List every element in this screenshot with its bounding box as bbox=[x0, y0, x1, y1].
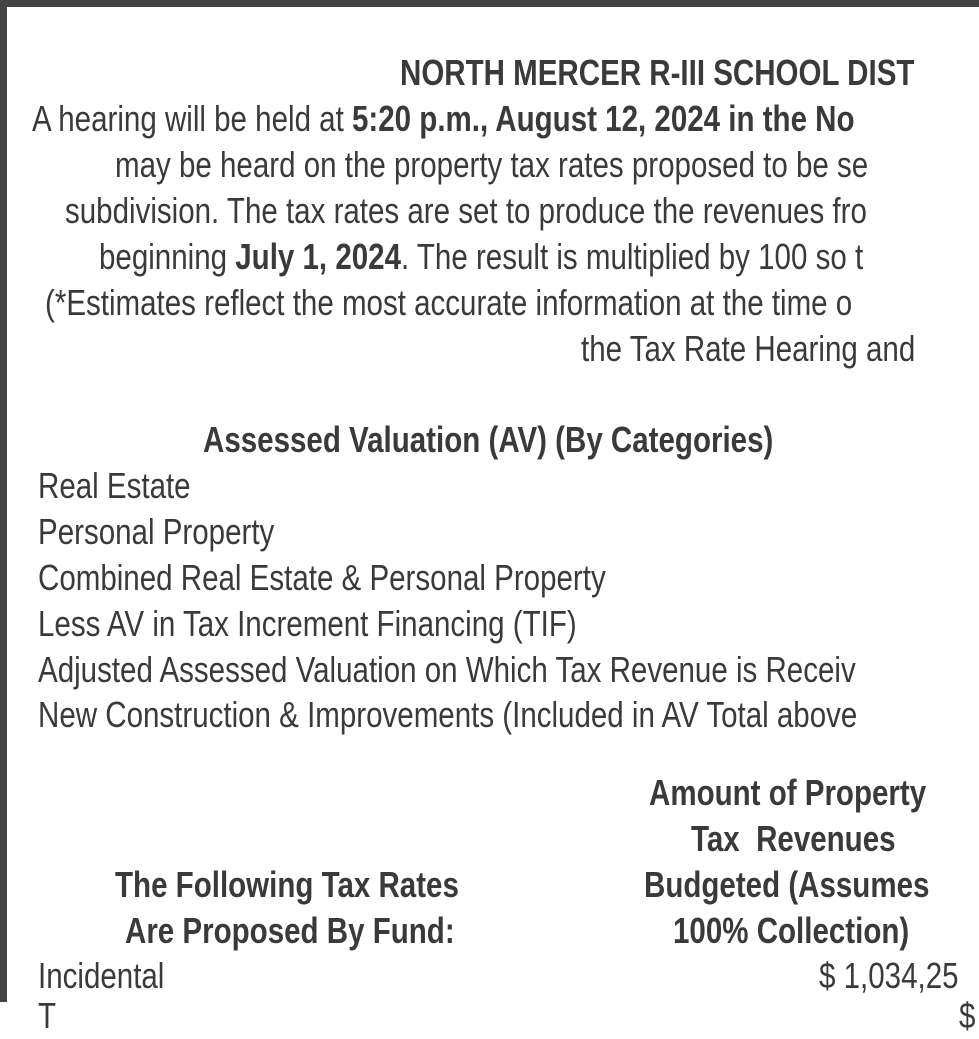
av-row-combined: Combined Real Estate & Personal Property bbox=[38, 557, 606, 598]
notice-paragraph-line-5: (*Estimates reflect the most accurate information at the time o bbox=[45, 282, 853, 323]
amount-header-line-1: Amount of Property bbox=[649, 772, 927, 813]
notice-paragraph-line-1 bbox=[32, 96, 855, 142]
hearing-time-date: 5:20 p.m., August 12, 2024 in the No bbox=[352, 98, 855, 139]
notice-text: A hearing will be held at bbox=[32, 98, 353, 139]
notice-paragraph-line-2: may be heard on the property tax rates proposed to be se bbox=[115, 144, 869, 185]
notice-text: . The result is multiplied by 100 so t bbox=[401, 236, 864, 277]
av-row-adjusted: Adjusted Assessed Valuation on Which Tax Revenue is Receiv bbox=[38, 649, 856, 690]
notice-title: NORTH MERCER R-III SCHOOL DIST bbox=[400, 52, 915, 93]
fiscal-year-start-date: July 1, 2024 bbox=[235, 236, 402, 277]
amount-header-line-3: Budgeted (Assumes bbox=[644, 864, 930, 905]
av-row-real-estate: Real Estate bbox=[38, 465, 191, 506]
amount-header-line-4: 100% Collection) bbox=[673, 910, 910, 951]
notice-paragraph-line-4 bbox=[99, 234, 863, 280]
fund-row-incidental-label: Incidental bbox=[38, 955, 165, 996]
av-row-new-construction: New Construction & Improvements (Included in AV Total above bbox=[38, 694, 858, 735]
notice-paragraph-line-3: subdivision. The tax rates are set to produce the revenues fro bbox=[65, 190, 867, 231]
av-row-less-tif: Less AV in Tax Increment Financing (TIF) bbox=[38, 603, 577, 644]
fund-header-line-2: Are Proposed By Fund: bbox=[125, 910, 455, 951]
notice-paragraph-line-6: the Tax Rate Hearing and bbox=[581, 328, 916, 369]
fund-row-incidental-amount: $ 1,034,25 bbox=[819, 955, 959, 996]
assessed-valuation-heading: Assessed Valuation (AV) (By Categories) bbox=[203, 419, 774, 460]
fund-row-cutoff: T bbox=[38, 995, 57, 1036]
notice-text: beginning bbox=[99, 236, 236, 277]
av-row-personal-property: Personal Property bbox=[38, 511, 275, 552]
amount-header-line-2: Tax Revenues bbox=[691, 818, 896, 859]
fund-row-cutoff-amount: $ bbox=[959, 995, 976, 1036]
fund-header-line-1: The Following Tax Rates bbox=[115, 864, 459, 905]
